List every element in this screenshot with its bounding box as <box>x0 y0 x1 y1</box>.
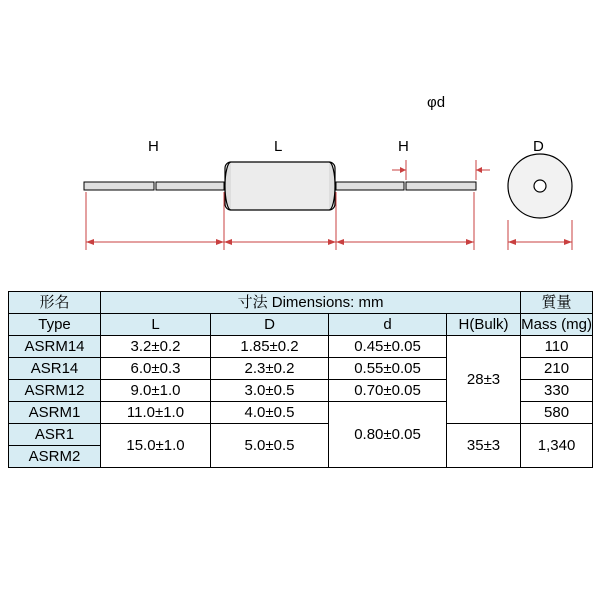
header-mass-en: Mass (mg) <box>521 314 593 336</box>
table-header-row-2 <box>9 314 593 336</box>
cell-l: 3.2±0.2 <box>101 336 211 358</box>
header-col-h: H(Bulk) <box>447 314 521 336</box>
cell-l: 9.0±1.0 <box>101 380 211 402</box>
cell-d: 5.0±0.5 <box>211 424 329 468</box>
header-mass-jp: 質量 <box>521 292 593 314</box>
resistor-outline-svg <box>0 100 600 290</box>
table-header-row-1 <box>9 292 593 314</box>
cell-l: 11.0±1.0 <box>101 402 211 424</box>
dim-label-h-right: H <box>398 138 409 155</box>
phi-d-dimension <box>392 160 490 180</box>
header-col-l: L <box>101 314 211 336</box>
cell-dd: 0.45±0.05 <box>329 336 447 358</box>
cell-d: 1.85±0.2 <box>211 336 329 358</box>
dimension-lines <box>86 239 572 245</box>
header-dimensions: 寸法 Dimensions: mm <box>101 292 521 314</box>
cell-d: 2.3±0.2 <box>211 358 329 380</box>
cell-mass: 110 <box>521 336 593 358</box>
dimensions-table <box>8 291 593 468</box>
cell-dd: 0.55±0.05 <box>329 358 447 380</box>
cell-type: ASRM1 <box>9 402 101 424</box>
table-row <box>9 336 593 358</box>
cell-l: 6.0±0.3 <box>101 358 211 380</box>
component-drawing <box>0 94 600 290</box>
cell-type: ASRM2 <box>9 446 101 468</box>
cell-type: ASRM14 <box>9 336 101 358</box>
left-lead <box>84 182 224 190</box>
cell-mass: 210 <box>521 358 593 380</box>
dim-label-d: D <box>533 138 544 155</box>
cell-mass: 1,340 <box>521 424 593 468</box>
cell-mass: 330 <box>521 380 593 402</box>
right-lead <box>336 182 476 190</box>
cell-mass: 580 <box>521 402 593 424</box>
header-col-dd: d <box>329 314 447 336</box>
cell-dd-080: 0.80±0.05 <box>329 402 447 468</box>
dim-label-l: L <box>274 138 283 155</box>
dim-label-phi-d: φd <box>427 94 446 111</box>
end-view <box>508 154 572 218</box>
cell-d: 4.0±0.5 <box>211 402 329 424</box>
cell-type: ASR14 <box>9 358 101 380</box>
cell-l: 15.0±1.0 <box>101 424 211 468</box>
header-col-d: D <box>211 314 329 336</box>
header-type-jp: 形名 <box>9 292 101 314</box>
cell-d: 3.0±0.5 <box>211 380 329 402</box>
cell-type: ASR1 <box>9 424 101 446</box>
cell-h-bulk-35: 35±3 <box>447 424 521 468</box>
header-type-en: Type <box>9 314 101 336</box>
cell-h-bulk-28: 28±3 <box>447 336 521 424</box>
cell-dd: 0.70±0.05 <box>329 380 447 402</box>
table-row <box>9 424 593 446</box>
dim-label-h-left: H <box>148 138 159 155</box>
resistor-body <box>225 162 335 210</box>
cell-type: ASRM12 <box>9 380 101 402</box>
dimensions-table-wrapper <box>8 291 592 468</box>
